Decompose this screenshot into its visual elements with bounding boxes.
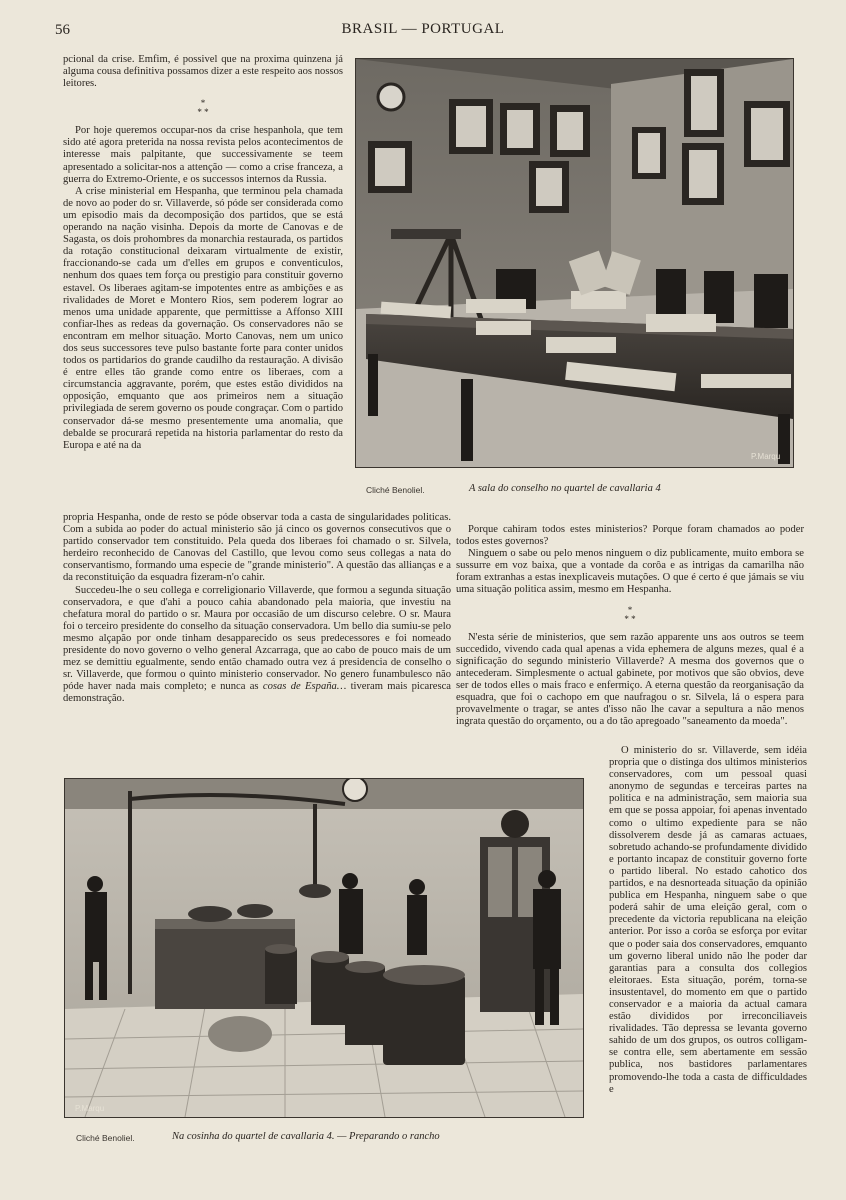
bottom-photo-caption: Na cosinha do quartel de cavallaria 4. — Preparando o rancho: [172, 1131, 440, 1142]
photo-signature-bottom: P.Marqu: [75, 1104, 105, 1113]
paragraph-villaverde-ministry: O ministerio do sr. Villaverde, sem idéia propria que o distinga dos ultimos ministerios conservadores, com um pessoal quasi anonymo de segundas e terceiras partes na politica e na administração, sem maioria sua em que se possa appoiar, foi apenas inventado como o ultimo expediente para se não dissolverem desde já as camaras actuaes, sobretudo achando-se profundamente dividido e portanto incapaz de constituir governo forte o partido liberal. No estado cahotico dos partidos, e na desnorteada situação da opinião publica em Hespanha, ninguem sabe o que poderá sahir de uma eleição geral, com o precedente da victoria republicana na eleição anterior. Por isso a corôa se esforça por evitar que o poder saia dos conservadores, emquanto um governo liberal unido não lhe poder dar garantias para a consulta dos collegios eleitoraes. Esta situação, porém, torna-se insustentavel, do momento em que o partido conservador e a maioria da actual camara estão divididos por irreconciliaveis rivalidades. Tão depressa se levanta governo sahido de um dos grupos, os outros colligam-se contra elle, sem abertamente em sessão publica, nos bastidores parlamentares promovendo-lhe toda a casta de difficuldades e: [609, 745, 807, 1095]
paragraph-villaverde-succession: [63, 585, 451, 706]
bottom-photo-credit: Cliché Benoliel.: [76, 1133, 135, 1143]
narrow-right-column: [609, 745, 807, 1096]
paragraph-party-decomposition: A crise ministerial em Hespanha, que terminou pela chamada de novo ao poder do sr. Villaverde, só póde ser considerada como um episodio mais da decomposição dos partidos, que se está operando na nação visinha. Depois da morte de Canovas e de Sagasta, os dois prohombres da monarchia restaurada, os partidos da rotação constitucional deixaram virtualmente de existir, fraccionando-se cada um d'elles em grupos e conventiculos, nenhum dos quaes tem força ou prestigio para constituir governo estavel. Os liberaes agitam-se impotentes entre as ambições e as rivalidades de Moret e Montero Rios, sem poderem lograr ao menos uma unidade apparente, que permittisse a Affonso XIII confiar-lhes as redeas da governação. Os conservadores não se encontram em melhor situação. Morto Canovas, nem um unico dos seus successores teve pulso bastante forte para conter unidos todos os partidarios do grande caudilho da restauração. A divisão é entre elles tão grande como entre os liberaes, com a circumstancia aggravante, porém, que estes estão divididos na opposição, emquanto que aos primeiros nem a situação privilegiada de serem governo os poude congraçar. Com o partido conservador dá-se mesmo presentemente uma anomalia, que debalde se procurará repetida na historia parlamentar do resto da Europa e até na da: [63, 185, 343, 451]
divider-star-top-right: *: [627, 604, 633, 615]
divider-stars-bottom-right: * *: [624, 613, 636, 624]
left-column: [63, 54, 343, 452]
top-photo-credit: Cliché Benoliel.: [366, 485, 425, 495]
section-divider-right: [456, 606, 804, 624]
villaverde-text-end: tiveram mais picaresca demonstração.: [63, 681, 451, 705]
council-room-photo: [355, 58, 794, 468]
page-number: 56: [55, 22, 70, 38]
running-title: BRASIL — PORTUGAL: [341, 21, 505, 37]
paragraph-ministry-series: N'esta série de ministerios, que sem razão apparente uns aos outros se teem succedido, vivendo cada qual apenas a vida ephemera de alguns mezes, qual é a significação do segundo ministerio Villaverde? A mesma dos governos que o antecederam. Simplesmente o actual gabinete, por motivos que são obvios, deve ser de todos elles o mais fraco e enfermiço. A eterna questão da reorganisação da esquadra, que foi o cachopo em que naufragou o sr. Silvela, lá o espera para provavelmente o tragar, se antes d'isso não lhe cavar a sepultura a não menos ingrata questão do orçamento, ou a do tão apregoado "saneamento da moeda".: [456, 631, 804, 728]
wide-text-block: [63, 512, 451, 706]
paragraph-why-fell: Porque cahiram todos estes ministerios? Porque foram chamados ao poder todos estes governos?: [456, 524, 804, 548]
top-photo-caption: A sala do conselho no quartel de cavallaria 4: [469, 483, 661, 494]
paragraph-crisis-close: pcional da crise. Emfim, é possivel que na proxima quinzena já alguma cousa definitiva possamos dizer a este respeito aos nossos leitores.: [63, 54, 343, 90]
paragraph-nobody-knows: Ninguem o sabe ou pelo menos ninguem o diz publicamente, muito embora se sussurre em voz baixa, que a vontade da corôa e as intrigas da camarilha não foram extranhas a estas inexplicaveis mutações. O que é certo é que jámais se viu uma situação politica assim, mesmo em Hespanha.: [456, 548, 804, 596]
paragraph-intro-spanish-crisis: Por hoje queremos occupar-nos da crise hespanhola, que tem sido até agora preterida na nossa revista pelos acontecimentos de interesse mais palpitante, que successivamente se teem apresentado a solicitar-nos a attenção — como a crise franceza, a guerra do Extremo-Oriente, e os successos internos da Russia.: [63, 125, 343, 185]
cosas-de-espana: cosas de España…: [262, 681, 347, 693]
section-divider: [63, 99, 343, 117]
villaverde-text: Succedeu-lhe o seu collega e correligionario Villaverde, que formou a segunda situação conservadora, e que d'ahi a pouco cahia abandonado pela maioria, que investiu na chefatura moral do partido o sr. Maura por occasião de um discurso celebre. O sr. Maura foi o terceiro presidente do conselho da situação conservadora. Um bello dia sumiu-se pelo mesmo alçapão por onde tinham desapparecido os seus predecessores e foi nomeado presidente do novo governo o velho general Azcarraga, que ao cabo de pouco mais de um mez se demittiu egualmente, sendo então chamado outra vez á presidencia de conselho o sr. Villaverde, que formou o quinto ministerio conservador. No genero funambulesco não póde haver nada mais completo; e nunca as: [63, 584, 451, 693]
photo-signature: P.Marqu: [751, 452, 781, 461]
right-column: [456, 524, 804, 728]
kitchen-photo: [64, 778, 584, 1118]
divider-star-top: *: [200, 98, 206, 109]
divider-stars-bottom: * *: [197, 107, 209, 118]
paragraph-party-decomposition-cont: propria Hespanha, onde de resto se póde observar toda a casta de singularidades politicas. Com a subida ao poder do actual ministerio são já cinco os governos consecutivos que o partido conservador tem constituido. Pela queda dos liberaes foi chamado o sr. Silvela, herdeiro reconhecido de Canovas del Castillo, que levou como seus collegas a nata do conservantismo, formando uma especie de "grande ministerio". A questão das allianças e a da reconstituição da esquadra fizeram-n'o cahir.: [63, 512, 451, 584]
